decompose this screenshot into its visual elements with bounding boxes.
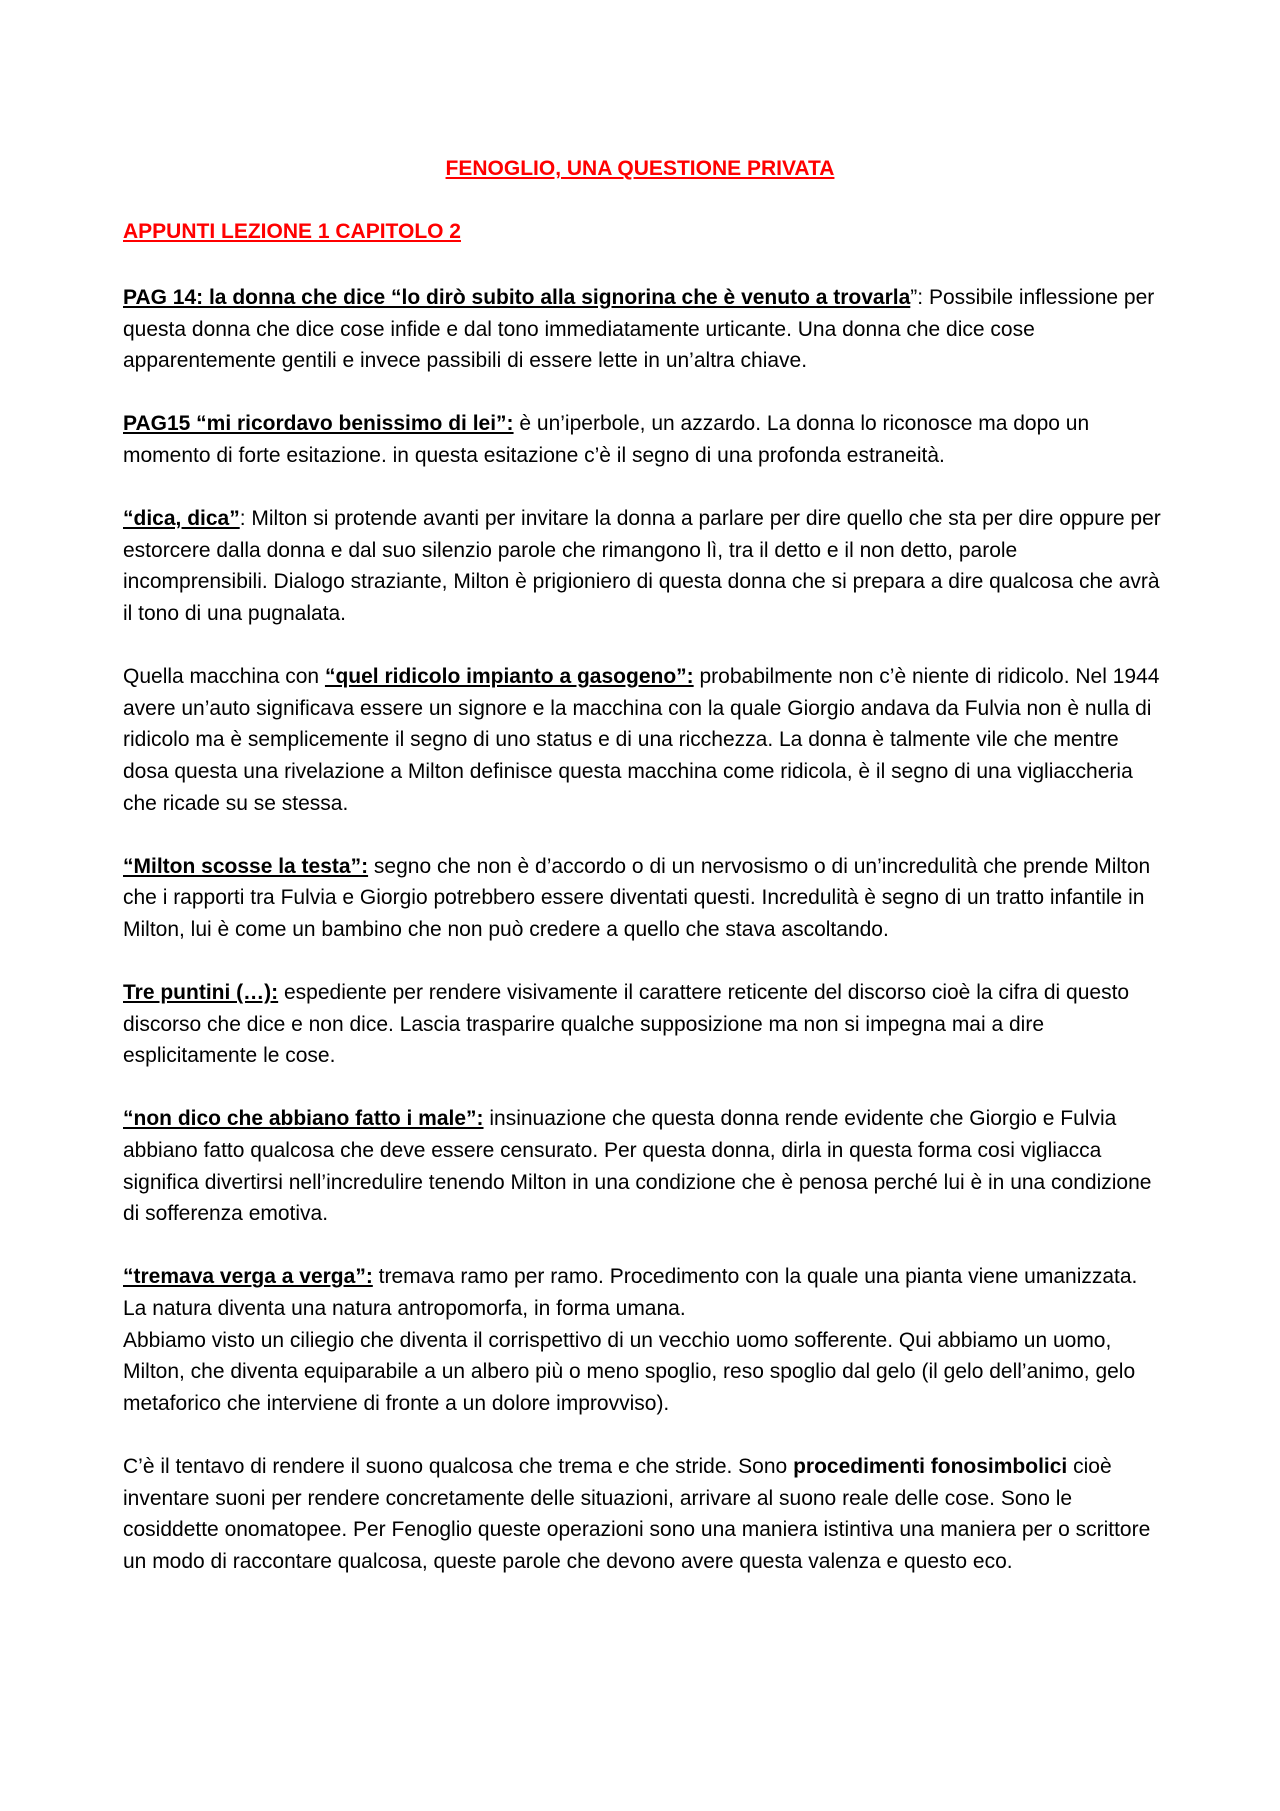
paragraph-text: ”: Possibile inflessione per questa donna che dice cose infide e dal tono immediatamente urticante. Una donna che dice cose apparentemente gentili e invece passibili di essere lette in un’altra chiave. — [123, 286, 1155, 373]
paragraph-text: insinuazione che questa donna rende evidente che Giorgio e Fulvia abbiano fatto qualcosa che deve essere censurato. Per questa donna, dirla in questa forma cosi vigliacca significa divertirsi nell’incredulire tenendo Milton in una condizione che è penosa perché lui è in una condizione di sofferenza emotiva. — [123, 1107, 1152, 1226]
paragraph-pag14 — [123, 282, 1163, 377]
paragraph-dica-dica — [123, 503, 1163, 629]
paragraph-text: : Milton si protende avanti per invitare la donna a parlare per dire quello che sta per dire oppure per estorcere dalla donna e dal suo silenzio parole che rimangono lì, tra il detto e il non detto, parole incomprensibili. Dialogo straziante, Milton è prigioniero di questa donna che si prepara a dire qualcosa che avrà il tono di una pugnalata. — [123, 507, 1161, 625]
paragraph-key: “quel ridicolo impianto a gasogeno”: — [324, 665, 694, 689]
paragraph-key: “non dico che abbiano fatto i male”: — [123, 1107, 484, 1131]
paragraph-tremava — [123, 1261, 1163, 1419]
paragraph-text: tremava ramo per ramo. Procedimento con la quale una pianta viene umanizzata. La natura diventa una natura antropomorfa, in forma umana. — [123, 1265, 1138, 1320]
paragraph-pag15 — [123, 408, 1163, 471]
paragraph-key: PAG 14: la donna che dice “lo dirò subito alla signorina che è venuto a trovarla — [123, 286, 911, 309]
paragraph-text: espediente per rendere visivamente il carattere reticente del discorso cioè la cifra di questo discorso che dice e non dice. Lascia trasparire qualche supposizione ma non si impegna mai a dire esplicitamente le cose. — [123, 981, 1130, 1068]
paragraph-text: segno che non è d’accordo o di un nervosismo o di un’incredulità che prende Milton che i rapporti tra Fulvia e Giorgio potrebbero essere diventati questi. Incredulità è segno di un tratto infantile in Milton, lui è come un bambino che non può credere a quello che stava ascoltando. — [123, 854, 1151, 941]
document-subtitle: APPUNTI LEZIONE 1 CAPITOLO 2 — [123, 220, 461, 243]
paragraph-key: Tre puntini (…): — [123, 981, 279, 1005]
paragraph-text: probabilmente non c’è niente di ridicolo. Nel 1944 avere un’auto significava essere un signore e la macchina con la quale Giorgio andava da Fulvia non è nulla di ridicolo ma è semplicemente il segno di uno status e di una ricchezza. La donna è talmente vile che mentre dosa questa una rivelazione a Milton definisce questa macchina come ridicola, è il segno di una vigliaccheria che ricade su se stessa. — [123, 665, 1160, 815]
paragraph-non-dico — [123, 1103, 1163, 1229]
paragraph-scosse-la-testa — [123, 851, 1163, 946]
paragraph-gasogeno — [123, 661, 1163, 819]
paragraph-tre-puntini — [123, 977, 1163, 1072]
paragraph-text: cioè inventare suoni per rendere concretamente delle situazioni, arrivare al suono reale delle cose. Sono le cosiddette onomatopee. Per Fenoglio queste operazioni sono una maniera istintiva una maniera per o scrittore un modo di raccontare qualcosa, queste parole che devono avere questa valenza e questo eco. — [123, 1454, 1151, 1573]
document-title: FENOGLIO, UNA QUESTIONE PRIVATA — [445, 157, 835, 180]
paragraph-key: “dica, dica” — [123, 507, 240, 531]
paragraph-text: è un’iperbole, un azzardo. La donna lo riconosce ma dopo un momento di forte esitazione. in questa esitazione c’è il segno di una profonda estraneità. — [123, 412, 1090, 467]
paragraph-fonosimbolici — [123, 1451, 1163, 1577]
paragraph-key: PAG15 “mi ricordavo benissimo di lei”: — [123, 412, 514, 436]
paragraph-key: “Milton scosse la testa”: — [123, 854, 369, 878]
document-body — [123, 282, 1163, 1609]
paragraph-prefix: C’è il tentavo di rendere il suono qualcosa che trema e che stride. Sono — [123, 1454, 794, 1478]
paragraph-continuation: Abbiamo visto un ciliegio che diventa il corrispettivo di un vecchio uomo sofferente. Qui abbiamo un uomo, Milton, che diventa equiparabile a un albero più o meno spoglio, reso spoglio dal gelo (il gelo dell’animo, gelo metaforico che interviene di fronte a un dolore improvviso). — [123, 1328, 1136, 1415]
paragraph-bold: procedimenti fonosimbolici — [793, 1454, 1068, 1478]
paragraph-key: “tremava verga a verga”: — [123, 1265, 373, 1289]
paragraph-prefix: Quella macchina con — [123, 665, 325, 689]
